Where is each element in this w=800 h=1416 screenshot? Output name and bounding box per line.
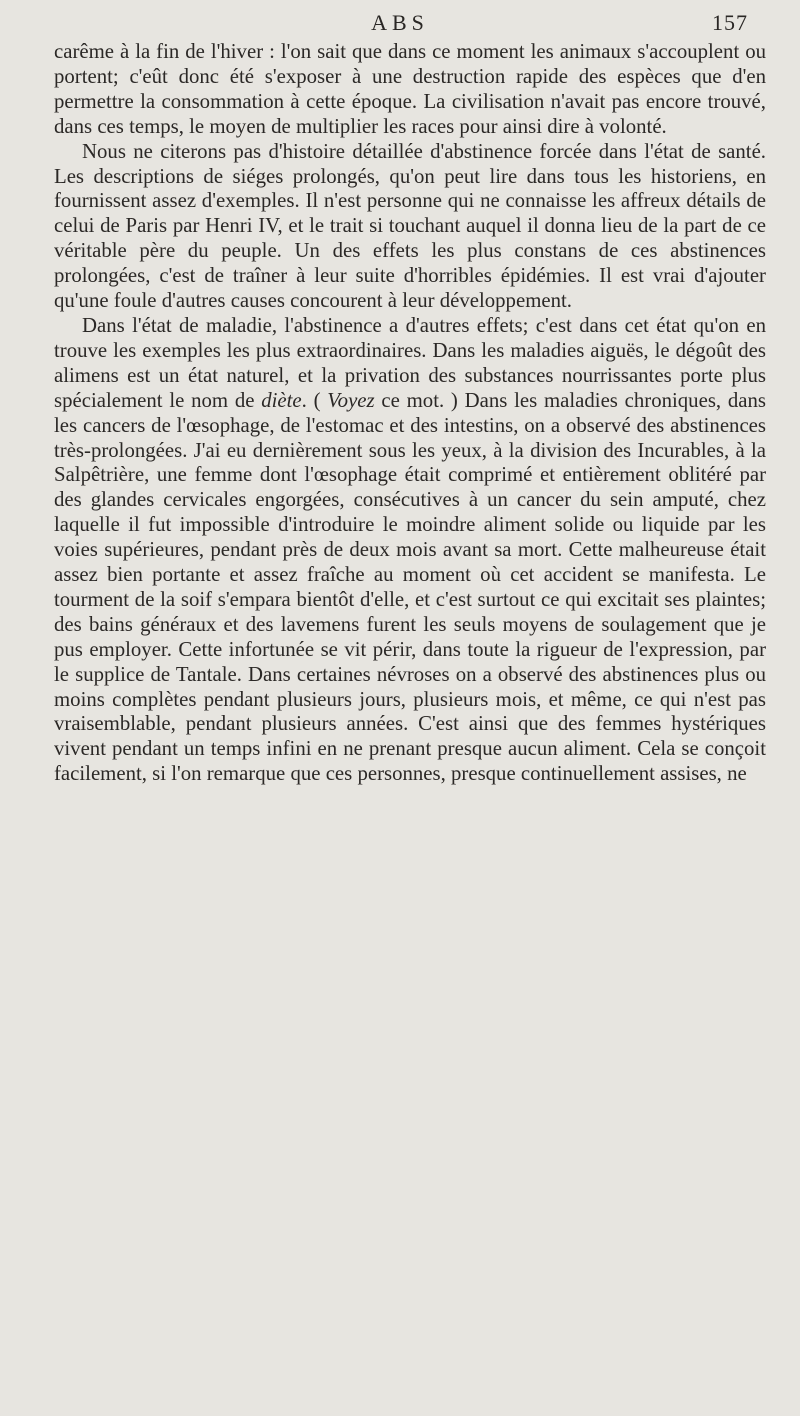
page-header: [0, 10, 800, 36]
body-text: [54, 40, 766, 787]
paragraph-3-start: Dans l'état de maladie, l'abstinence a d'autres effets; c'est dans cet état qu'on en trouve les exemples les plus extraordinaires. Dans les maladies aiguës, le dégoût des alimens est un état naturel, et la privation des substances nourrissantes porte plus spécialement le nom de: [54, 313, 766, 412]
page-number: 157: [712, 10, 748, 35]
italic-term-diete: diète: [261, 388, 302, 412]
paragraph-1: carême à la fin de l'hiver : l'on sait que dans ce moment les animaux s'accouplent ou portent; c'eût donc été s'exposer à une destruction rapide des espèces que d'en permettre la consommation à cette époque. La civilisation n'avait pas encore trouvé, dans ces temps, le moyen de multiplier les races pour ainsi dire à volonté.: [54, 40, 766, 138]
italic-term-voyez: Voyez: [327, 388, 375, 412]
paragraph-2: Nous ne citerons pas d'histoire détaillée d'abstinence forcée dans l'état de santé. Les descriptions de siéges prolongés, qu'on peut lire dans tous les historiens, en fournissent assez d'exemples. Il n'est personne qui ne connaisse les affreux détails de celui de Paris par Henri IV, et le trait si touchant auquel il donna lieu de la part de ce véritable père du peuple. Un des effets les plus constans de ces abstinences prolongées, c'est de traîner à leur suite d'horribles épidémies. Il est vrai d'ajouter qu'une foule d'autres causes concourent à leur développement.: [54, 139, 766, 313]
paragraph-3-rest: ce mot. ) Dans les maladies chroniques, dans les cancers de l'œsophage, de l'estomac et des intestins, on a observé des abstinences très-prolongées. J'ai eu dernièrement sous les yeux, à la division des Incurables, à la Salpêtrière, une femme dont l'œsophage était comprimé et entièrement oblitéré par des glandes cervicales engorgées, consécutives à un cancer du sein amputé, chez laquelle il fut impossible d'introduire le moindre aliment solide ou liquide par les voies supérieures, pendant près de deux mois avant sa mort. Cette malheureuse était assez bien portante et assez fraîche au moment où cet accident se manifesta. Le tourment de la soif s'empara bientôt d'elle, et c'est surtout ce qui excitait ses plaintes; des bains généraux et des lavemens furent les seuls moyens de soulagement que je pus employer. Cette infortunée se vit périr, dans toute la rigueur de l'expression, par le supplice de Tantale. Dans certaines névroses on a observé des abstinences plus ou moins complètes pendant plusieurs jours, plusieurs mois, et même, ce qui n'est pas vraisemblable, pendant plusieurs années. C'est ainsi que des femmes hystériques vivent pendant un temps infini en ne prenant presque aucun aliment. Cela se conçoit facilement, si l'on remarque que ces personnes, presque continuellement assises, ne: [54, 388, 766, 786]
running-title: ABS: [371, 10, 429, 35]
paragraph-3: [54, 314, 766, 787]
paragraph-3-punct: . (: [301, 388, 328, 412]
